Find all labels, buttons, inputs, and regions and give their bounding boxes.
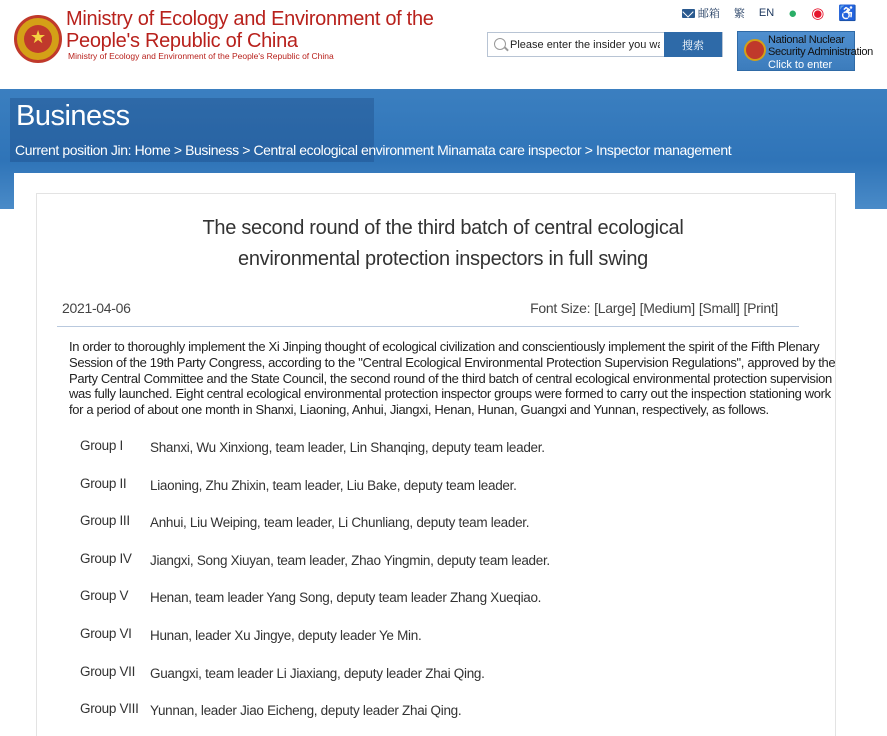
group-label: Group II — [80, 476, 127, 491]
mail-link[interactable] — [682, 5, 720, 21]
site-title[interactable] — [66, 8, 446, 52]
mail-link-label: 邮箱 — [697, 8, 720, 20]
nnsa-banner[interactable] — [737, 31, 873, 71]
wechat-icon[interactable]: ● — [788, 4, 798, 22]
group-label: Group VIII — [80, 701, 139, 716]
nnsa-emblem-icon — [744, 39, 766, 61]
list-item — [80, 626, 780, 646]
search-box — [487, 32, 723, 57]
group-label: Group V — [80, 588, 129, 603]
national-emblem-icon[interactable] — [14, 15, 62, 63]
font-large-link[interactable]: [Large] — [594, 300, 636, 316]
group-label: Group III — [80, 513, 130, 528]
publish-date: 2021-04-06 — [62, 300, 131, 316]
group-text: Anhui, Liu Weiping, team leader, Li Chunliang, deputy team leader. — [150, 515, 530, 530]
group-text: Liaoning, Zhu Zhixin, team leader, Liu Bake, deputy team leader. — [150, 478, 517, 493]
font-medium-link[interactable]: [Medium] — [639, 300, 695, 316]
group-label: Group I — [80, 438, 123, 453]
group-text: Shanxi, Wu Xinxiong, team leader, Lin Shanqing, deputy team leader. — [150, 440, 545, 455]
weibo-icon[interactable]: ◉ — [811, 5, 825, 22]
top-links — [682, 4, 857, 22]
article-title-line2: environmental protection inspectors in full swing — [238, 248, 648, 270]
article-title — [150, 213, 736, 275]
nnsa-name: National Nuclear Security Administration — [768, 34, 873, 58]
font-small-link[interactable]: [Small] — [698, 300, 740, 316]
font-size-label: Font Size: — [530, 300, 591, 316]
list-item — [80, 438, 780, 458]
group-text: Henan, team leader Yang Song, deputy team leader Zhang Xueqiao. — [150, 590, 542, 605]
site-title-line1: Ministry of Ecology and Environment of the — [66, 8, 434, 30]
site-header — [0, 0, 887, 90]
traditional-chinese-link[interactable]: 繁 — [733, 8, 745, 20]
search-input[interactable] — [510, 34, 660, 56]
list-item — [80, 551, 780, 571]
group-label: Group VI — [80, 626, 132, 641]
list-item — [80, 701, 780, 721]
list-item — [80, 664, 780, 684]
search-button[interactable]: 搜索 — [664, 32, 722, 57]
nnsa-enter-link: Click to enter — [768, 59, 833, 71]
english-link[interactable]: EN — [758, 7, 775, 19]
article-title-line1: The second round of the third batch of central ecological — [202, 217, 684, 239]
group-text: Jiangxi, Song Xiuyan, team leader, Zhao Yingmin, deputy team leader. — [150, 553, 550, 568]
font-size-controls — [530, 300, 778, 322]
list-item — [80, 513, 780, 533]
breadcrumb[interactable]: Current position Jin: Home > Business > Central ecological environment Minamata care inspector > Inspector management — [15, 142, 732, 158]
section-title: Business — [16, 100, 130, 132]
accessibility-icon[interactable]: ♿ — [838, 5, 857, 22]
article-meta — [62, 300, 778, 322]
print-link[interactable]: [Print] — [743, 300, 778, 316]
site-title-line2: People's Republic of China — [66, 30, 298, 52]
article-intro: In order to thoroughly implement the Xi Jinping thought of ecological civilization and conscientiously implement the spirit of the Fifth Plenary Session of the 19th Party Congress, according to the "Central Ecological Environmental Protection Supervision Regulations", approved by the Party Central Committee and the State Council, the second round of the third batch of central ecological environmental protection supervision was fully launched. Eight central ecological environmental protection inspector groups were formed to carry out the inspection stationing work for a period of about one month in Shanxi, Liaoning, Anhui, Jiangxi, Henan, Hunan, Guangxi and Yunnan, respectively, as follows. — [69, 339, 836, 418]
meta-divider — [57, 326, 799, 327]
list-item — [80, 476, 780, 496]
group-text: Hunan, leader Xu Jingye, deputy leader Ye Min. — [150, 628, 422, 643]
group-text: Yunnan, leader Jiao Eicheng, deputy leader Zhai Qing. — [150, 703, 462, 718]
mail-icon — [682, 9, 695, 18]
search-icon — [492, 36, 510, 54]
group-label: Group IV — [80, 551, 132, 566]
list-item — [80, 588, 780, 608]
group-label: Group VII — [80, 664, 136, 679]
site-subtitle: Ministry of Ecology and Environment of the People's Republic of China — [68, 51, 334, 61]
group-text: Guangxi, team leader Li Jiaxiang, deputy leader Zhai Qing. — [150, 666, 485, 681]
